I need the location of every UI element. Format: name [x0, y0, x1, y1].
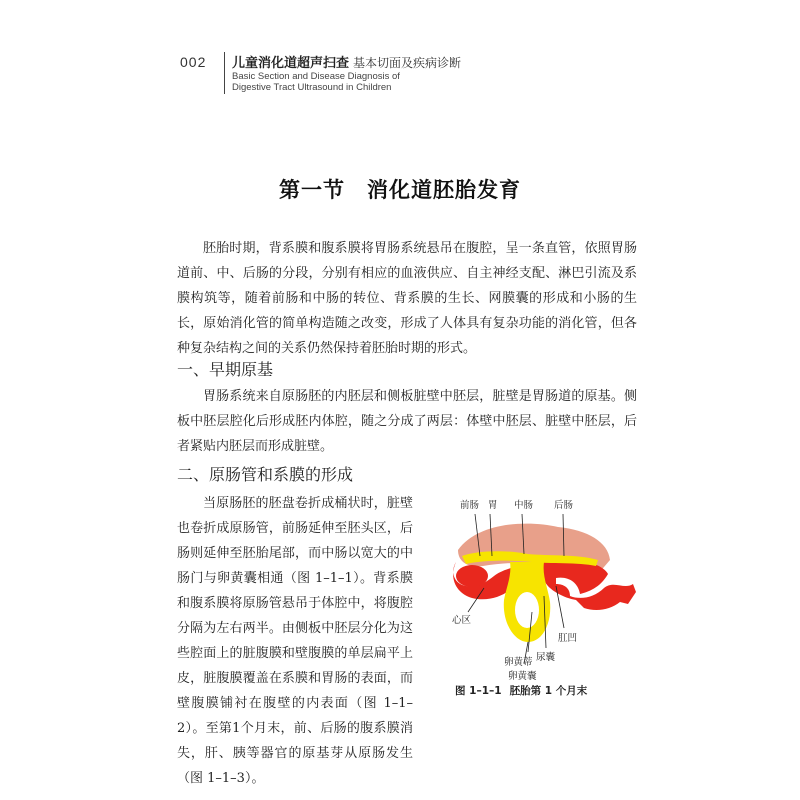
yolk-sac-cavity [515, 592, 539, 628]
label-yolk-sac: 卵黄囊 [508, 671, 537, 682]
label-yolk-stalk: 卵黄蒂 [504, 657, 533, 668]
figure-caption [455, 683, 587, 698]
label-allantois: 尿囊 [536, 652, 556, 663]
book-title [232, 52, 461, 71]
page-number: 002 [180, 54, 207, 70]
chapter-number: 第一节 [279, 178, 345, 202]
heart-region [456, 565, 488, 587]
chapter-name: 消化道胚胎发育 [367, 178, 521, 202]
english-title-line1: Basic Section and Disease Diagnosis of [232, 71, 400, 82]
section-heading-1: 一、早期原基 [177, 360, 274, 379]
embryo-figure [428, 492, 643, 697]
figure-caption-text: 胚胎第 1 个月末 [509, 685, 588, 697]
label-hindgut: 后肠 [554, 500, 574, 511]
english-title-line2: Digestive Tract Ultrasound in Children [232, 82, 392, 93]
label-cloaca: 肛凹 [558, 633, 578, 644]
chapter-title [0, 174, 800, 204]
book-title-main: 儿童消化道超声扫查 [232, 56, 350, 71]
section-heading-2: 二、原肠管和系膜的形成 [177, 465, 354, 484]
book-title-sub: 基本切面及疾病诊断 [353, 56, 462, 70]
section1-paragraph: 胃肠系统来自原肠胚的内胚层和侧板脏壁中胚层，脏壁是胃肠道的原基。侧板中胚层腔化后形成胚内体腔，随之分成了两层：体壁中胚层、脏壁中胚层，后者紧贴内胚层而形成脏壁。 [177, 389, 637, 454]
label-foregut: 前肠 [460, 500, 480, 511]
section2-paragraph: 当原肠胚的胚盘卷折成桶状时，脏壁也卷折成原肠管，前肠延伸至胚头区，后肠则延伸至胚胎尾部，而中肠以宽大的中肠门与卵黄囊相通（图 1–1–1）。背系膜和腹系膜将原肠管悬吊于体腔中，将腹腔分隔为左右两半。由侧板中胚层分化为这些腔面上的脏腹膜和壁腹膜的单层扁平上皮，脏腹膜覆盖在系膜和胃肠的表面，而壁腹膜铺衬在腹壁的内表面（图 1–1–2）。至第1个月末，前、后肠的腹系膜消失，肝、胰等器官的原基芽从原肠发生（图 1–1–3）。 [177, 496, 413, 786]
header-divider [224, 52, 225, 94]
label-heart-region: 心区 [452, 615, 472, 626]
label-stomach: 胃 [488, 500, 498, 511]
figure-caption-number: 图 1–1–1 [455, 685, 502, 697]
intro-paragraph: 胚胎时期，背系膜和腹系膜将胃肠系统悬吊在腹腔，呈一条直管，依照胃肠道前、中、后肠的分段，分别有相应的血液供应、自主神经支配、淋巴引流及系膜构筑等，随着前肠和中肠的转位、背系膜的生长、网膜囊的形成和小肠的生长，原始消化管的简单构造随之改变，形成了人体具有复杂功能的消化管，但各种复杂结构之间的关系仍然保持着胚胎时期的形式。 [177, 241, 637, 356]
embryo-illustration [428, 492, 643, 697]
label-midgut: 中肠 [514, 500, 534, 511]
